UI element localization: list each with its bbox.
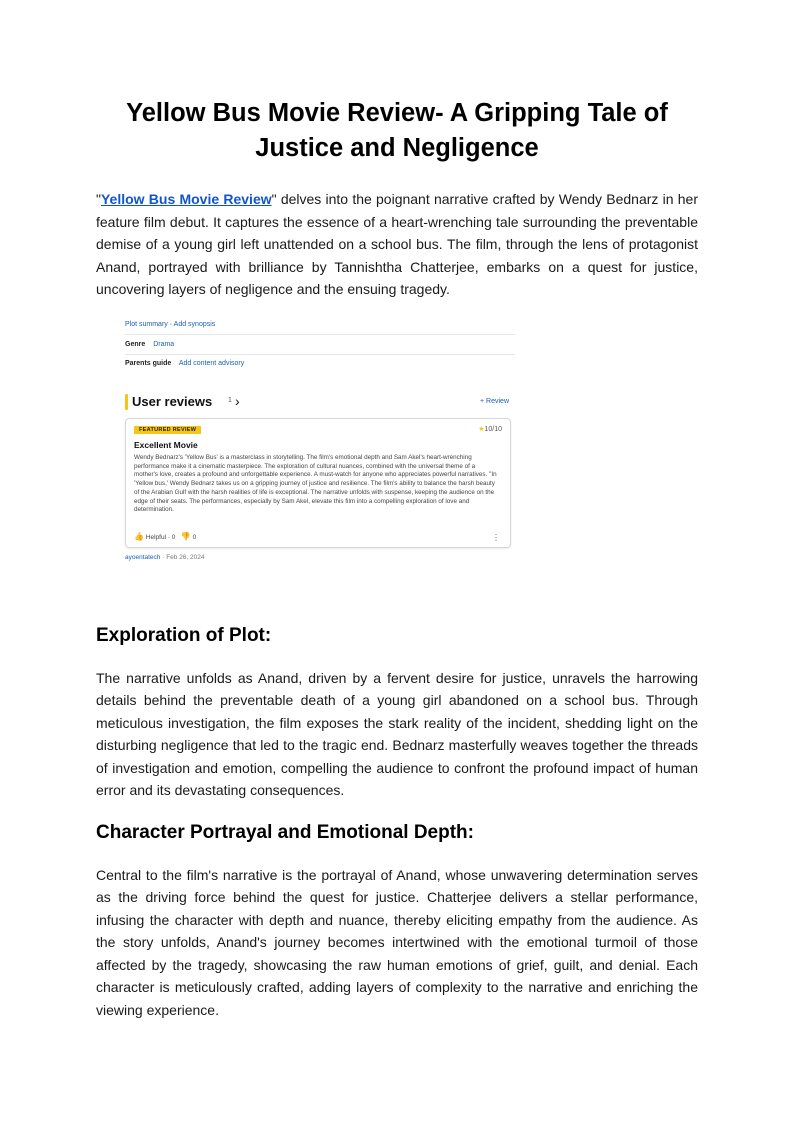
parents-guide-row [125,359,515,373]
helpful-count: Helpful · 0 [145,534,176,541]
more-options-icon[interactable]: ⋮ [492,533,500,542]
rating-value: 10/10 [484,426,502,433]
review-footer [134,532,196,541]
featured-review-badge: FEATURED REVIEW [134,426,201,434]
section-heading-plot: Exploration of Plot: [96,624,272,646]
add-review-button[interactable]: + Review [480,398,509,405]
genre-label: Genre [125,341,146,348]
review-author[interactable]: ayoentatech [125,554,161,561]
thumbs-up-icon[interactable]: 👍 [134,532,144,541]
embedded-screenshot [125,316,515,564]
review-link[interactable]: Yellow Bus Movie Review [100,191,272,207]
thumbs-down-icon[interactable]: 👎 [180,532,191,541]
unhelpful-count: 0 [192,534,197,541]
section-text-characters: Central to the film's narrative is the portrayal of Anand, whose unwavering determination serves as the driving force behind the quest for justice. Chatterjee delivers a stellar performance, infusing the character with depth and nuance, thereby eliciting empathy from the audience. As the story unfolds, Anand's journey becomes intertwined with the emotional turmoil of those affected by the tragedy, showcasing the raw human emotions of grief, guilt, and denial. Each character is meticulously crafted, adding layers of complexity to the narrative and enriching the viewing experience. [96,866,698,1018]
section-heading-characters: Character Portrayal and Emotional Depth: [96,821,474,843]
plot-summary-link[interactable]: Plot summary [125,321,168,328]
chevron-right-icon[interactable]: › [235,393,240,409]
review-date: · Feb 26, 2024 [162,554,205,561]
dot-separator: · [169,321,173,328]
intro-text: " delves into the poignant narrative crafted by Wendy Bednarz in her feature film debut. It captures the essence of a heart-wrenching tale surrounding the preventable demise of a young girl left unattended on a school bus. The film, through the lens of protagonist Anand, portrayed with brilliance by Tannishtha Chatterjee, embarks on a quest for justice, uncovering layers of negligence and the ensuing tragedy. [96,191,698,297]
document-page [96,0,698,1021]
intro-paragraph [96,188,698,301]
review-byline [125,554,205,561]
section-text-plot: The narrative unfolds as Anand, driven by a fervent desire for justice, unravels the harrowing details behind the preventable death of a young girl abandoned on a school bus. Through meticulous investigation, the film exposes the stark reality of the incident, shedding light on the disturbing negligence that led to the tragic end. Bednarz masterfully weaves together the threads of investigation and emotion, compelling the audience to confront the profound impact of human error and its devastating consequences. [96,669,698,798]
review-rating [478,425,502,433]
add-synopsis-link[interactable]: Add synopsis [173,321,216,328]
genre-row [125,340,515,355]
plot-summary-row [125,320,515,335]
section-accent-bar [125,394,128,410]
page-title: Yellow Bus Movie Review- A Gripping Tale of Justice and Negligence [126,99,668,162]
quote-open: " [96,191,101,207]
review-title[interactable]: Excellent Movie [134,440,198,450]
star-icon: ★ [478,426,485,433]
review-text: Wendy Bednarz's 'Yellow Bus' is a masterclass in storytelling. The film's emotional depth and Sam Akel's heart-wrenching performance make it a cinematic masterpiece. The exploration of cultural nuances, combined with the universal theme of a mother's love, creates a profound and unforgettable experience. A must-watch for anyone who appreciates powerful narratives. "In 'Yellow bus,' Wendy Bednarz takes us on a gripping journey of justice and resilience. The film's ability to balance the harsh beauty of the Arabian Gulf with the harsh realities of life is exceptional. The narrative unfolds with suspense, keeping the audience on the edge of their seats. The performances, especially by Sam Akel, elevate this film into a compelling exploration of love and determination. [134,454,497,514]
user-reviews-title[interactable]: User reviews [132,394,213,409]
parents-guide-label: Parents guide [125,360,172,367]
user-reviews-header [125,394,515,412]
parents-guide-link[interactable]: Add content advisory [178,360,245,367]
reviews-count: 1 [228,397,232,404]
genre-value[interactable]: Drama [153,341,175,348]
featured-review-card [125,418,511,548]
